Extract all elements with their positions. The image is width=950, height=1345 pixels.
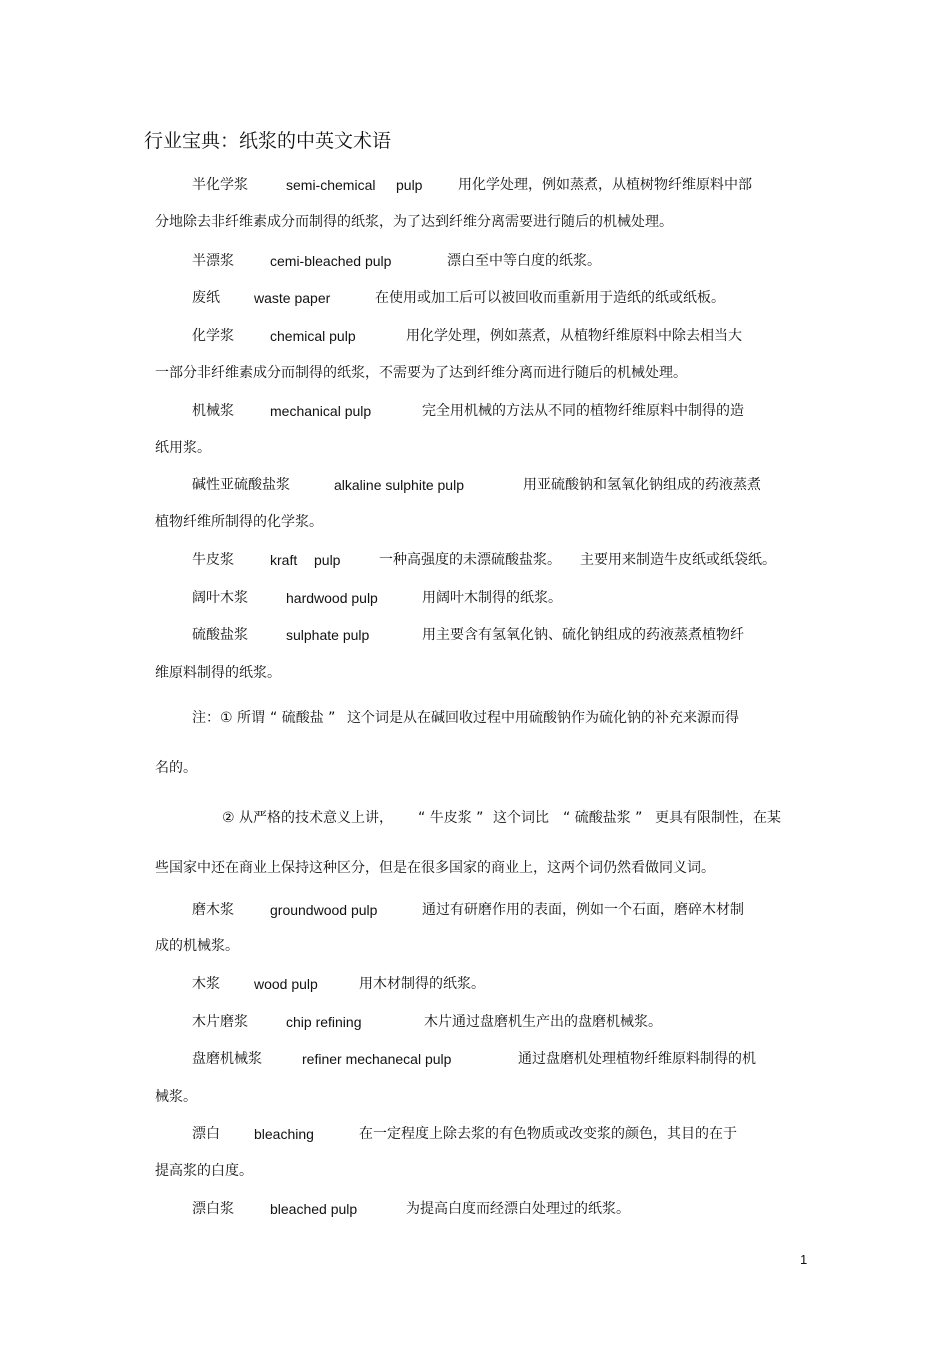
term-en: cemi-bleached pulp xyxy=(270,253,392,269)
term-definition-cont: 一部分非纤维素成分而制得的纸浆，不需要为了达到纤维分离而进行随后的机械处理。 xyxy=(155,365,687,381)
term-definition: 木片通过盘磨机生产出的盘磨机械浆。 xyxy=(424,1014,662,1030)
term-definition: 在使用或加工后可以被回收而重新用于造纸的纸或纸板。 xyxy=(375,290,725,306)
term-definition-extra: 主要用来制造牛皮纸或纸袋纸。 xyxy=(580,552,776,568)
term-definition: 用化学处理，例如蒸煮，从植树物纤维原料中部 xyxy=(458,177,752,193)
note-label: ② 从严格的技术意义上讲， xyxy=(222,810,394,826)
term-en: alkaline sulphite pulp xyxy=(334,477,464,493)
term-cn: 木片磨浆 xyxy=(192,1014,248,1030)
term-definition-cont: 纸用浆。 xyxy=(155,440,211,456)
term-en: kraft xyxy=(270,552,298,568)
term-en: sulphate pulp xyxy=(286,627,370,643)
term-definition-cont: 提高浆的白度。 xyxy=(155,1163,253,1179)
term-cn: 磨木浆 xyxy=(192,902,234,918)
term-en: wood pulp xyxy=(254,976,318,992)
term-definition: 用化学处理，例如蒸煮，从植物纤维原料中除去相当大 xyxy=(406,328,742,344)
term-cn: 机械浆 xyxy=(192,403,234,419)
term-en: refiner mechanecal pulp xyxy=(302,1051,452,1067)
term-cn: 漂白浆 xyxy=(192,1201,234,1217)
note-text: 更具有限制性，在某 xyxy=(655,810,781,826)
note-text-cont: 些国家中还在商业上保持这种区分，但是在很多国家的商业上，这两个词仍然看做同义词。 xyxy=(155,860,715,876)
term-cn: 牛皮浆 xyxy=(192,552,234,568)
term-en-2: pulp xyxy=(314,552,341,568)
term-en: bleaching xyxy=(254,1126,314,1142)
term-definition-cont: 械浆。 xyxy=(155,1089,197,1105)
term-definition: 为提高白度而经漂白处理过的纸浆。 xyxy=(406,1201,630,1217)
term-cn: 碱性亚硫酸盐浆 xyxy=(192,477,290,493)
term-cn: 半化学浆 xyxy=(192,177,248,193)
term-definition-cont: 成的机械浆。 xyxy=(155,938,239,954)
term-en: bleached pulp xyxy=(270,1201,358,1217)
note-quote: “ 硫酸盐 ” xyxy=(270,710,336,726)
term-cn: 硫酸盐浆 xyxy=(192,627,248,643)
term-definition: 漂白至中等白度的纸浆。 xyxy=(447,253,601,269)
note-text: 这个词比 xyxy=(493,810,549,826)
term-definition: 通过有研磨作用的表面，例如一个石面，磨碎木材制 xyxy=(422,902,744,918)
term-en: hardwood pulp xyxy=(286,590,378,606)
term-en: chemical pulp xyxy=(270,328,356,344)
term-definition-cont: 植物纤维所制得的化学浆。 xyxy=(155,514,323,530)
term-definition: 一种高强度的未漂硫酸盐浆。 xyxy=(379,552,561,568)
term-cn: 木浆 xyxy=(192,976,220,992)
term-en: semi-chemical xyxy=(286,177,376,193)
note-quote: “ 硫酸盐浆 ” xyxy=(563,810,643,826)
term-definition: 在一定程度上除去浆的有色物质或改变浆的颜色，其目的在于 xyxy=(359,1126,737,1142)
term-en: groundwood pulp xyxy=(270,902,378,918)
term-cn: 化学浆 xyxy=(192,328,234,344)
term-definition: 通过盘磨机处理植物纤维原料制得的机 xyxy=(518,1051,756,1067)
term-cn: 盘磨机械浆 xyxy=(192,1051,262,1067)
note-quote: “ 牛皮浆 ” xyxy=(418,810,484,826)
term-cn: 半漂浆 xyxy=(192,253,234,269)
note-text: 这个词是从在碱回收过程中用硫酸钠作为硫化钠的补充来源而得 xyxy=(347,710,739,726)
note-text-cont: 名的。 xyxy=(155,760,197,776)
term-cn: 废纸 xyxy=(192,290,220,306)
term-en: mechanical pulp xyxy=(270,403,372,419)
term-definition-cont: 维原料制得的纸浆。 xyxy=(155,665,281,681)
term-definition: 完全用机械的方法从不同的植物纤维原料中制得的造 xyxy=(422,403,744,419)
page-number: 1 xyxy=(800,1252,808,1267)
term-definition: 用亚硫酸钠和氢氧化钠组成的药液蒸煮 xyxy=(523,477,761,493)
term-definition: 用主要含有氢氧化钠、硫化钠组成的药液蒸煮植物纤 xyxy=(422,627,744,643)
note-label: 注：① 所谓 xyxy=(192,710,266,726)
term-definition: 用木材制得的纸浆。 xyxy=(359,976,485,992)
term-en: chip refining xyxy=(286,1014,362,1030)
term-definition: 用阔叶木制得的纸浆。 xyxy=(422,590,562,606)
page-title: 行业宝典：纸浆的中英文术语 xyxy=(144,130,392,152)
term-cn: 漂白 xyxy=(192,1126,220,1142)
term-definition-cont: 分地除去非纤维素成分而制得的纸浆，为了达到纤维分离需要进行随后的机械处理。 xyxy=(155,214,673,230)
term-en-2: pulp xyxy=(396,177,423,193)
term-cn: 阔叶木浆 xyxy=(192,590,248,606)
term-en: waste paper xyxy=(254,290,331,306)
